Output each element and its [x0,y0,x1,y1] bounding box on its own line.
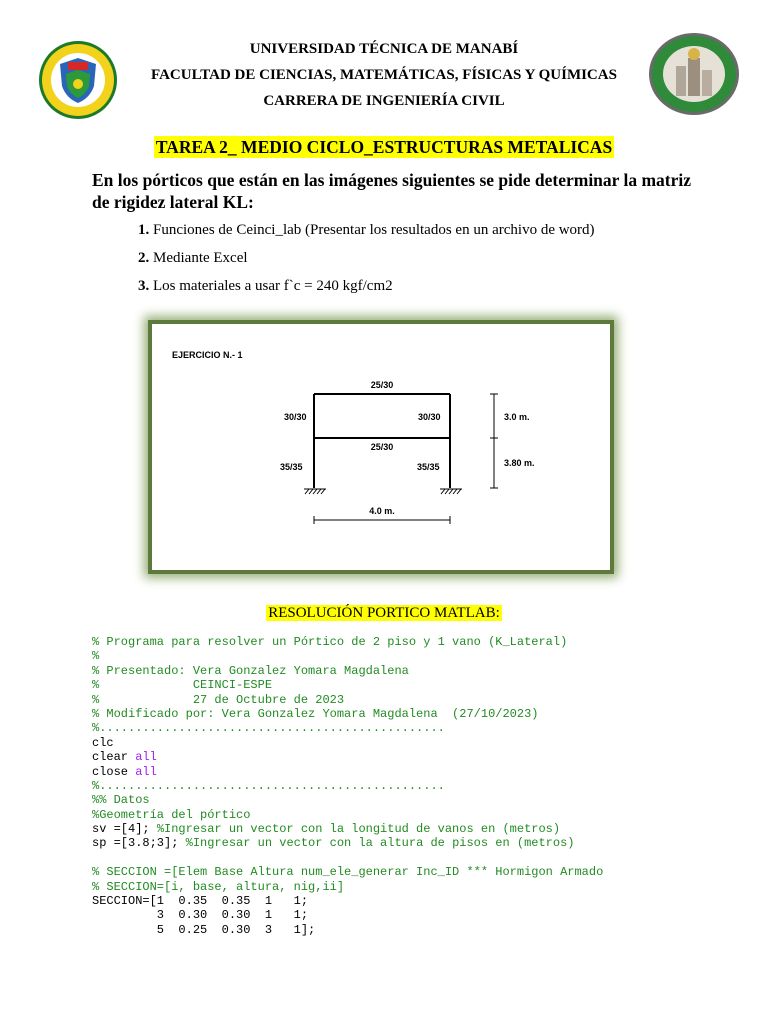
resolution-title-wrap [0,604,768,622]
code-text: 3 0.30 0.30 1 1; [92,908,309,923]
code-comment: %................................................ [92,778,445,793]
code-comment: %................................................ [92,721,445,736]
span-dimension-line [314,516,450,524]
code-comment: % SECCION=[i, base, altura, nig,ii] [92,879,345,894]
code-keyword: all [135,750,157,765]
code-line [92,736,603,750]
code-comment: %Ingresar un vector con la altura de pisos en (metros) [185,836,575,851]
code-line [92,779,603,793]
lower-right-column-label: 35/35 [417,462,440,472]
task-item: 3. Los materiales a usar f`c = 240 kgf/cm2 [138,278,393,294]
fixed-support-left [304,489,326,494]
code-line [92,793,603,807]
top-beam-label: 25/30 [370,380,394,390]
code-comment: % 27 de Octubre de 2023 [92,692,345,707]
upper-story-height: 3.0 m. [504,412,530,422]
code-keyword: all [135,764,157,779]
code-text: close [92,764,136,779]
upper-right-column-label: 30/30 [418,412,441,422]
assignment-instructions: En los pórticos que están en las imágenes siguientes se pide determinar la matriz de rigidez lateral KL: [92,170,692,212]
exercise-figure [148,320,614,574]
career-name: CARRERA DE INGENIERÍA CIVIL [263,93,505,109]
frame-members [314,394,450,488]
code-line [92,894,603,908]
code-comment: %% Datos [92,793,150,808]
code-line [92,908,603,922]
code-line [92,635,603,649]
assignment-title-wrap [0,137,768,158]
upper-left-column-label: 30/30 [284,412,307,422]
code-text: sv =[4]; [92,822,157,837]
code-line [92,851,603,865]
code-comment: % [92,649,100,664]
code-line [92,664,603,678]
code-line [92,836,603,850]
middle-beam-label: 25/30 [370,442,394,452]
code-line [92,649,603,663]
code-text: 5 0.25 0.30 3 1]; [92,922,316,937]
span-length: 4.0 m. [369,506,395,516]
code-line [92,765,603,779]
task-item: 2. Mediante Excel [138,250,248,266]
code-comment: % CEINCI-ESPE [92,678,273,693]
lower-left-column-label: 35/35 [280,462,303,472]
assignment-title: TAREA 2_ MEDIO CICLO_ESTRUCTURAS METALICAS [155,137,613,157]
code-comment: %Geometría del pórtico [92,807,251,822]
code-line [92,880,603,894]
code-comment: % Modificado por: Vera Gonzalez Yomara Magdalena (27/10/2023) [92,706,539,721]
code-text: SECCION=[1 0.35 0.35 1 1; [92,894,309,909]
code-comment: % Programa para resolver un Pórtico de 2 piso y 1 vano (K_Lateral) [92,635,568,649]
resolution-title: RESOLUCIÓN PORTICO MATLAB: [268,605,500,621]
code-text: clear [92,750,136,765]
code-line [92,822,603,836]
matlab-code-block [92,635,603,937]
code-line [92,678,603,692]
code-line [92,693,603,707]
task-list [138,220,595,304]
code-text: clc [92,735,114,750]
university-name: UNIVERSIDAD TÉCNICA DE MANABÍ [249,41,519,57]
portal-frame-diagram [152,324,610,570]
code-comment: % Presentado: Vera Gonzalez Yomara Magdalena [92,663,409,678]
lower-story-height: 3.80 m. [504,458,535,468]
task-item: 1. Funciones de Ceinci_lab (Presentar los resultados en un archivo de word) [138,222,595,238]
exercise-title: EJERCICIO N.- 1 [172,350,243,360]
code-line [92,865,603,879]
code-line [92,923,603,937]
height-dimension-line [490,394,498,488]
fixed-support-right [440,489,462,494]
code-line [92,808,603,822]
document-header [0,36,768,114]
code-comment: % SECCION =[Elem Base Altura num_ele_generar Inc_ID *** Hormigon Armado [92,865,604,880]
code-comment: %Ingresar un vector con la longitud de vanos en (metros) [156,822,561,837]
code-line [92,721,603,735]
faculty-name: FACULTAD DE CIENCIAS, MATEMÁTICAS, FÍSICAS Y QUÍMICAS [151,67,617,83]
code-line [92,750,603,764]
code-text: sp =[3.8;3]; [92,836,186,851]
code-line [92,707,603,721]
